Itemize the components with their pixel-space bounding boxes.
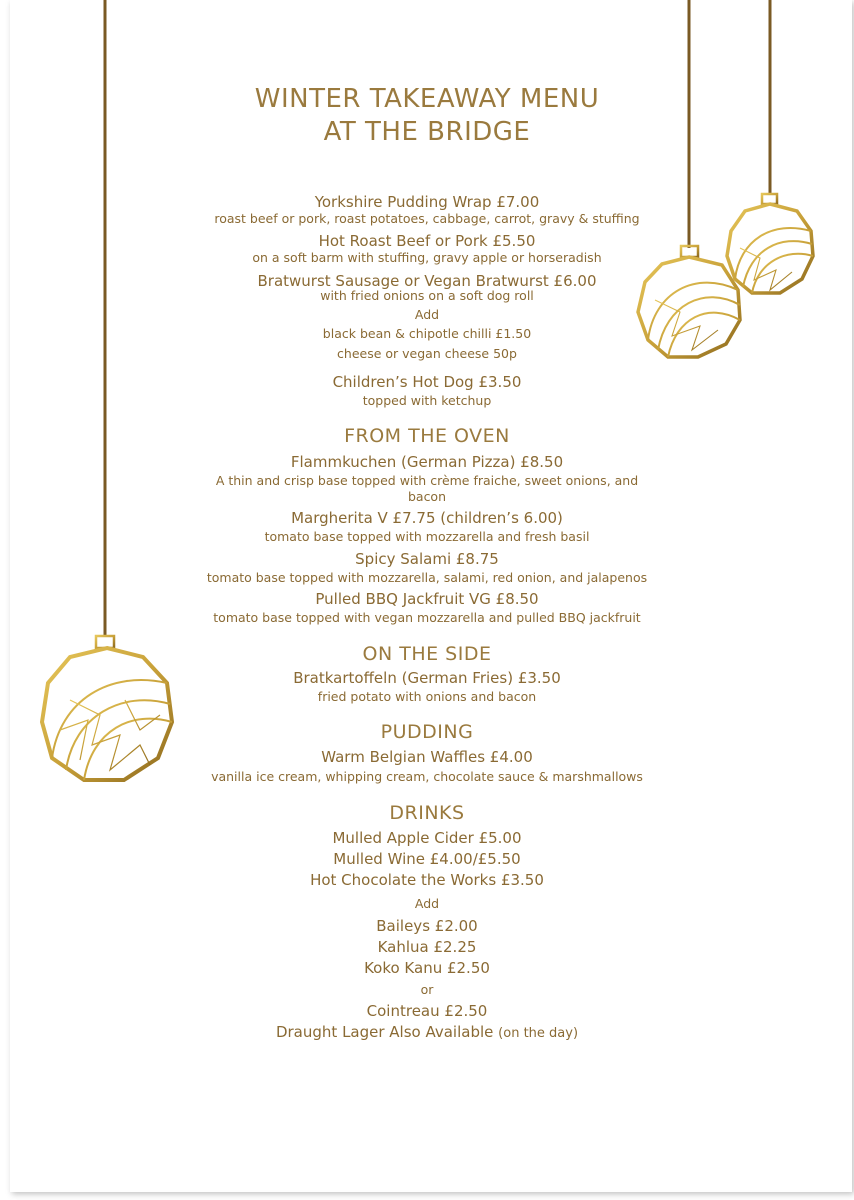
section-on-the-side: ON THE SIDE: [362, 643, 492, 665]
section-from-the-oven: FROM THE OVEN: [344, 425, 510, 447]
item-kids-hotdog: Children’s Hot Dog £3.50: [332, 373, 522, 391]
item-flammkuchen-desc-2: bacon: [407, 489, 447, 504]
item-spicy-salami-desc: tomato base topped with mozzarella, salami, red onion, and jalapenos: [206, 570, 648, 585]
item-margherita-desc: tomato base topped with mozzarella and fresh basil: [264, 529, 590, 544]
section-drinks: DRINKS: [389, 802, 465, 824]
item-waffles: Warm Belgian Waffles £4.00: [321, 748, 533, 766]
drink-baileys: Baileys £2.00: [376, 917, 478, 935]
drink-kahlua: Kahlua £2.25: [377, 938, 477, 956]
item-margherita: Margherita V £7.75 (children’s 6.00): [291, 509, 563, 527]
drink-mulled-cider: Mulled Apple Cider £5.00: [332, 829, 522, 847]
draught-lager-note: (on the day): [498, 1026, 579, 1041]
drinks-add-label: Add: [414, 896, 440, 911]
item-bratkartoffeln-desc: fried potato with onions and bacon: [317, 689, 537, 704]
addon-chilli: black bean & chipotle chilli £1.50: [322, 326, 532, 341]
menu-title-line2: AT THE BRIDGE: [323, 117, 531, 147]
item-yorkshire-wrap: Yorkshire Pudding Wrap £7.00: [314, 193, 540, 211]
item-hot-roast-desc: on a soft barm with stuffing, gravy apple or horseradish: [252, 250, 602, 265]
drink-cointreau: Cointreau £2.50: [366, 1002, 488, 1020]
drink-hot-chocolate: Hot Chocolate the Works £3.50: [310, 871, 544, 889]
item-waffles-desc: vanilla ice cream, whipping cream, chocolate sauce & marshmallows: [211, 769, 643, 784]
draught-lager-text: Draught Lager Also Available: [275, 1023, 494, 1041]
item-kids-hotdog-desc: topped with ketchup: [362, 393, 492, 408]
item-hot-roast: Hot Roast Beef or Pork £5.50: [318, 232, 536, 250]
drink-koko-kanu: Koko Kanu £2.50: [364, 959, 490, 977]
item-yorkshire-wrap-desc: roast beef or pork, roast potatoes, cabbage, carrot, gravy & stuffing: [214, 211, 640, 226]
menu-title-line1: WINTER TAKEAWAY MENU: [254, 84, 600, 114]
item-bbq-jackfruit-desc: tomato base topped with vegan mozzarella and pulled BBQ jackfruit: [213, 610, 641, 625]
item-flammkuchen: Flammkuchen (German Pizza) £8.50: [290, 453, 564, 471]
item-bratwurst: Bratwurst Sausage or Vegan Bratwurst £6.00: [257, 272, 597, 290]
drinks-or-label: or: [420, 982, 434, 997]
item-bratkartoffeln: Bratkartoffeln (German Fries) £3.50: [293, 669, 561, 687]
item-flammkuchen-desc-1: A thin and crisp base topped with crème fraiche, sweet onions, and: [215, 473, 639, 488]
add-label: Add: [414, 307, 440, 322]
drink-mulled-wine: Mulled Wine £4.00/£5.50: [333, 850, 521, 868]
drink-draught-lager: [0, 1023, 854, 1041]
item-bbq-jackfruit: Pulled BBQ Jackfruit VG £8.50: [315, 590, 539, 608]
section-pudding: PUDDING: [380, 721, 474, 743]
addon-cheese: cheese or vegan cheese 50p: [337, 346, 517, 361]
item-spicy-salami: Spicy Salami £8.75: [355, 550, 499, 568]
item-bratwurst-desc: with fried onions on a soft dog roll: [320, 288, 534, 303]
